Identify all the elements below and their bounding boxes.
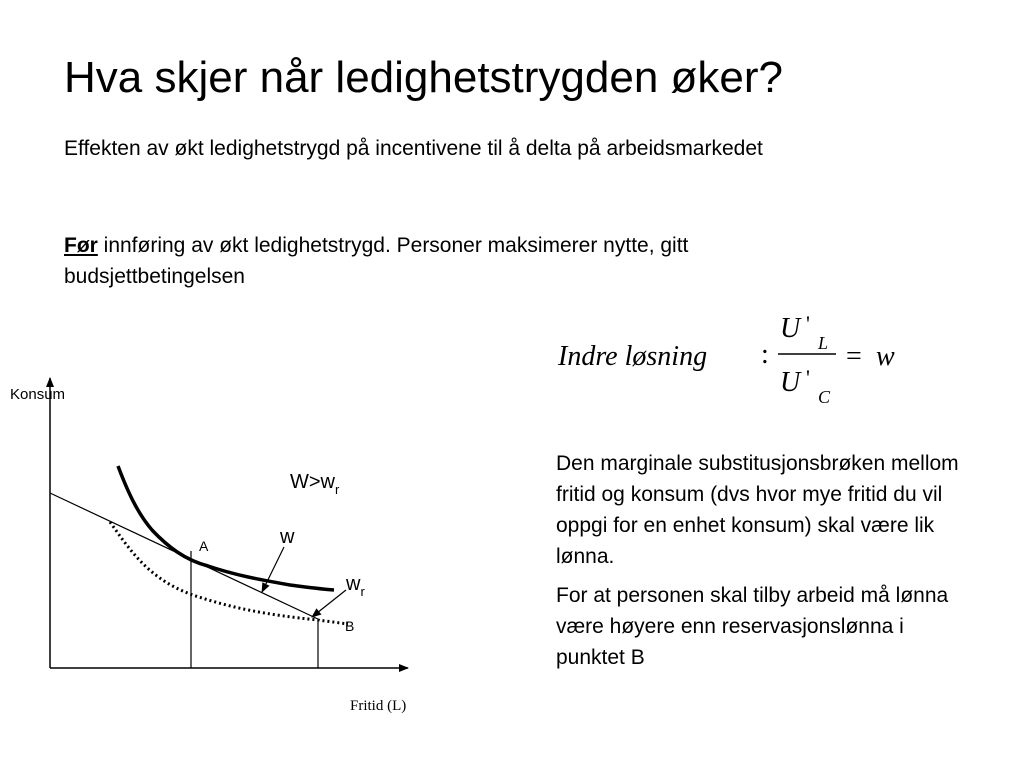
x-axis-label: Fritid (L) — [350, 698, 407, 714]
wr-pointer-arrow — [312, 590, 346, 617]
slide-subtitle: Effekten av økt ledighetstrygd på incentivene til å delta på arbeidsmarkedet — [64, 137, 763, 160]
formula-label: Indre løsning — [558, 341, 708, 372]
slide-title: Hva skjer når ledighetstrygden øker? — [64, 53, 783, 102]
formula-numerator-subscript: L — [818, 333, 829, 353]
wage-label-w: w — [280, 526, 295, 548]
w-pointer-arrow — [262, 547, 284, 592]
formula-colon: : — [761, 339, 769, 370]
wage-comparison-label: $W>w_r$ — [290, 471, 340, 497]
point-a-label: A — [199, 538, 209, 554]
formula-rhs: w — [876, 341, 895, 372]
before-paragraph-text: innføring av økt ledighetstrygd. Personer maksimerer nytte, gitt budsjettbetingelsen — [64, 234, 689, 288]
reservation-wage-label: $w_r$ — [346, 573, 365, 599]
formula-denominator-subscript: C — [818, 387, 831, 407]
point-b-label: B — [345, 618, 355, 634]
formula-equals: = — [846, 341, 862, 372]
y-axis-label: Konsum — [10, 386, 66, 403]
formula-numerator-base: U — [780, 313, 801, 344]
explanation-paragraph-2: For at personen skal tilby arbeid må lønna være høyere enn reservasjonslønna i punktet B — [556, 584, 949, 669]
before-keyword: Før — [64, 234, 98, 257]
before-paragraph — [64, 230, 864, 292]
formula-denominator-prime: ' — [806, 365, 810, 390]
interior-solution-formula — [550, 305, 930, 415]
labor-leisure-diagram — [0, 300, 520, 730]
formula-denominator-base: U — [780, 367, 801, 398]
formula-numerator-prime: ' — [806, 311, 810, 336]
explanation-paragraph-1: Den marginale substitusjonsbrøken mellom fritid og konsum (dvs hvor mye fritid du vil oppgi for en enhet konsum) skal være lik lønna. — [556, 452, 959, 568]
explanation-block — [556, 448, 976, 681]
